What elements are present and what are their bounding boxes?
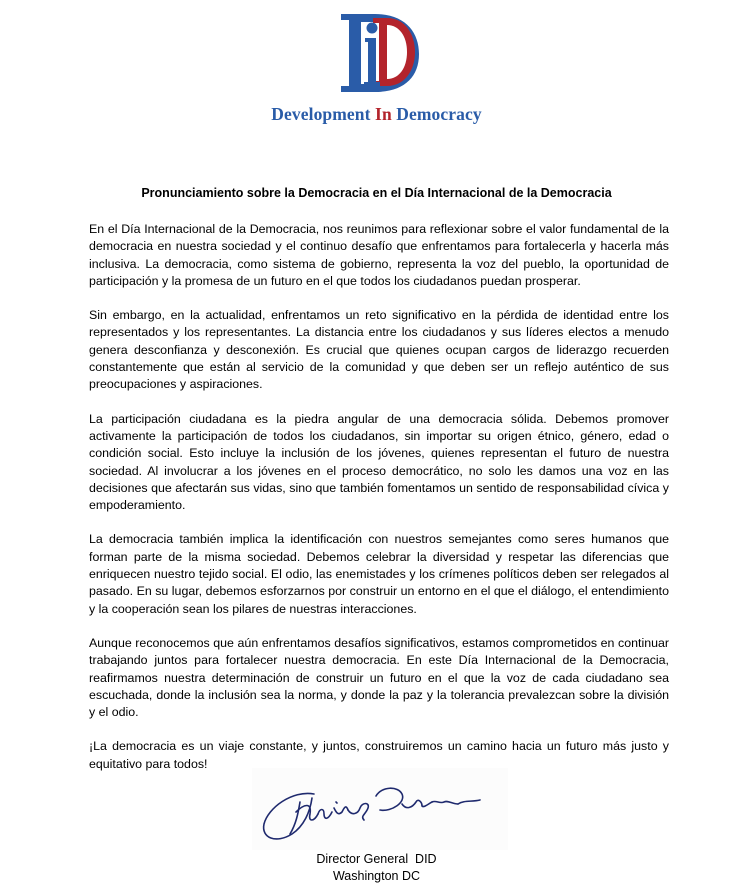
paragraph: En el Día Internacional de la Democracia, nos reunimos para reflexionar sobre el valor fundamental de la democracia en nuestra sociedad y el continuo desafío que enfrentamos para fortalecerla y hacerla más inclusiva. La democracia, como sistema de gobierno, representa la voz del pueblo, la oportunidad de participación y la promesa de un futuro en el que todos los ciudadanos puedan prosperar. bbox=[89, 222, 669, 288]
brand-name bbox=[0, 104, 753, 125]
signatory-title: Director General DID bbox=[316, 852, 437, 866]
paragraph: Aunque reconocemos que aún enfrentamos desafíos significativos, estamos comprometidos en continuar trabajando juntos para fortalecer nuestra democracia. En este Día Internacional de la Democracia, reafirmamos nuestra determinación de construir un futuro en el que la voz de cada ciudadano sea escuchada, donde la inclusión sea la norma, y donde la paz y la tolerancia prevalezcan sobre la división y el odio. bbox=[89, 635, 669, 720]
brand-word-in: In bbox=[375, 104, 392, 124]
document-body bbox=[89, 221, 669, 790]
handwritten-signature-icon bbox=[252, 768, 508, 850]
paragraph: Sin embargo, en la actualidad, enfrentamos un reto significativo en la pérdida de identidad entre los representados y los representantes. La distancia entre los ciudadanos y sus líderes electos a menudo genera desconfianza y desconexión. Es crucial que quienes ocupan cargos de liderazgo recuerden constantemente que están al servicio de la comunidad y que deben ser un reflejo auténtico de sus preocupaciones y aspiraciones. bbox=[89, 308, 669, 392]
brand-word-democracy: Democracy bbox=[391, 104, 482, 124]
signatory-location: Washington DC bbox=[332, 869, 421, 883]
paragraph: La participación ciudadana es la piedra angular de una democracia sólida. Debemos promover activamente la participación de todos los ciudadanos, sin importar su origen étnico, género, edad o condición social. Esto incluye la inclusión de los jóvenes, quienes representan el futuro de nuestra sociedad. Al involucrar a los jóvenes en el proceso democrático, no solo les damos una voz en las decisiones que afectarán sus vidas, sino que también fomentamos un sentido de responsabilidad cívica y empoderamiento. bbox=[89, 411, 669, 513]
brand-word-development: Development bbox=[271, 104, 376, 124]
paragraph: La democracia también implica la identificación con nuestros semejantes como seres humanos que forman parte de la misma sociedad. Debemos celebrar la diversidad y respetar las diferencias que enriquecen nuestro tejido social. El odio, las enemistades y los crímenes políticos deben ser relegados al pasado. En su lugar, debemos esforzarnos por construir un entorno en el que el diálogo, el entendimiento y la cooperación sean los pilares de nuestras interacciones. bbox=[89, 532, 669, 616]
paragraph: ¡La democracia es un viaje constante, y juntos, construiremos un camino hacia un futuro más justo y equitativo para todos! bbox=[89, 739, 669, 771]
did-logo-icon bbox=[335, 8, 425, 98]
document-title: Pronunciamiento sobre la Democracia en el Día Internacional de la Democracia bbox=[141, 186, 612, 200]
